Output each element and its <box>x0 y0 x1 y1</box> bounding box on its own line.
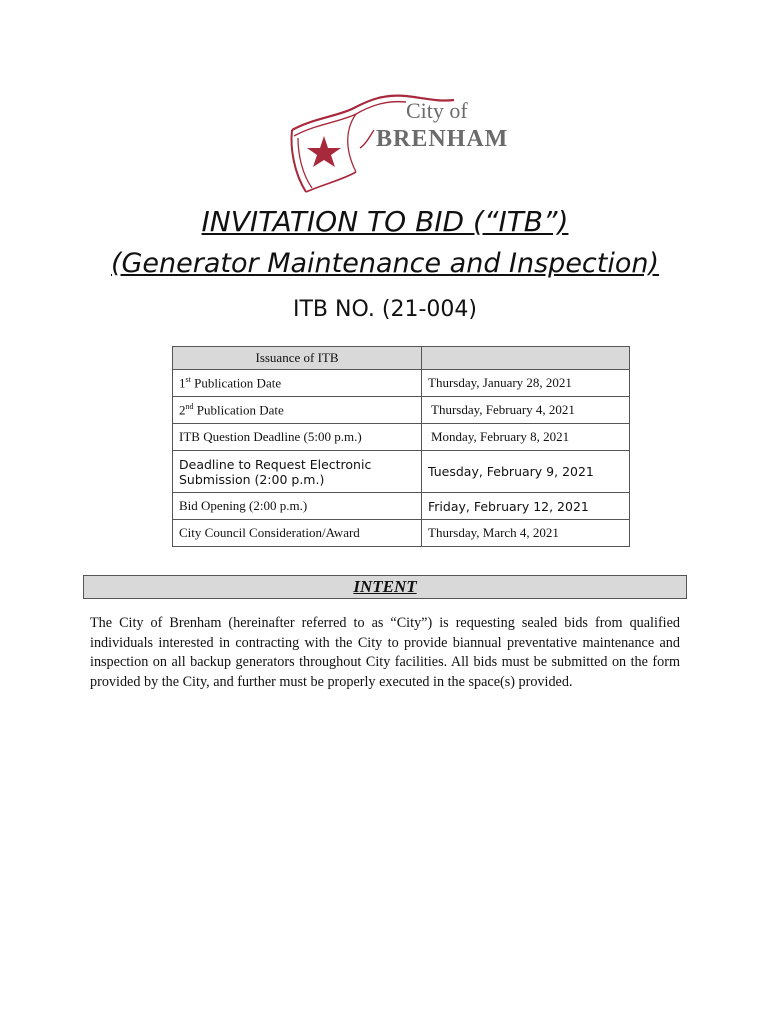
row-value: Friday, February 12, 2021 <box>422 493 630 520</box>
row-label: Bid Opening (2:00 p.m.) <box>173 493 422 520</box>
table-header-row <box>173 347 630 370</box>
intent-heading: INTENT <box>83 575 687 599</box>
row-value: Monday, February 8, 2021 <box>422 424 630 451</box>
intent-paragraph: The City of Brenham (hereinafter referred to as “City”) is requesting sealed bids from qualified individuals interested in contracting with the City to provide biannual preventative maintenance and inspection on all backup generators throughout City facilities. All bids must be submitted on the form provided by the City, and further must be properly executed in the space(s) provided. <box>90 615 680 690</box>
table-row <box>173 397 630 424</box>
row-value: Thursday, January 28, 2021 <box>422 370 630 397</box>
table-row <box>173 451 630 493</box>
table-row <box>173 493 630 520</box>
row-value: Thursday, March 4, 2021 <box>422 520 630 547</box>
star-flag-icon <box>284 88 509 200</box>
row-label: ITB Question Deadline (5:00 p.m.) <box>173 424 422 451</box>
svg-text:City of: City of <box>406 98 468 123</box>
document-title: INVITATION TO BID (“ITB”) <box>201 205 569 238</box>
schedule-table <box>172 346 630 547</box>
city-logo <box>284 88 509 200</box>
row-value: Tuesday, February 9, 2021 <box>422 451 630 493</box>
table-row <box>173 520 630 547</box>
row-value: Thursday, February 4, 2021 <box>422 397 630 424</box>
row-label: City Council Consideration/Award <box>173 520 422 547</box>
row-label: 1st Publication Date <box>173 370 422 397</box>
table-row <box>173 370 630 397</box>
table-row <box>173 424 630 451</box>
row-label: Deadline to Request Electronic Submission (2:00 p.m.) <box>173 451 422 493</box>
svg-text:BRENHAM: BRENHAM <box>376 126 509 152</box>
document-subtitle: (Generator Maintenance and Inspection) <box>110 248 660 279</box>
table-header-value <box>422 347 630 370</box>
row-label: 2nd Publication Date <box>173 397 422 424</box>
table-header-label: Issuance of ITB <box>173 347 422 370</box>
itb-number: ITB NO. (21-004) <box>293 297 477 322</box>
